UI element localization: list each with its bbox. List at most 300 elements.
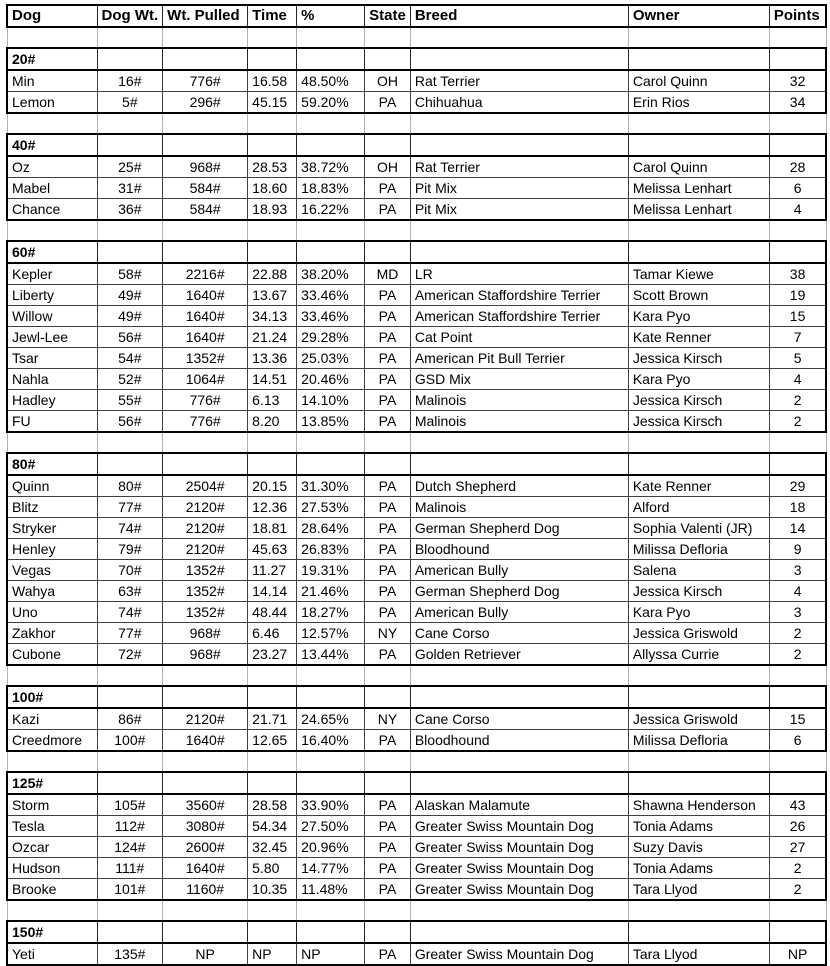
cell-wt-pulled: 1064# — [163, 369, 248, 390]
section-header-cell — [297, 686, 365, 708]
cell-dog-wt: 100# — [97, 730, 163, 752]
section-header-row-150 — [7, 921, 826, 943]
cell-points: 3 — [769, 602, 826, 623]
cell-dog: Willow — [7, 306, 97, 327]
weight-class-label: 100# — [7, 686, 97, 708]
section-header-cell — [365, 921, 411, 943]
spacer-cell — [410, 27, 628, 48]
cell-owner: Kara Pyo — [628, 306, 769, 327]
cell-owner: Tamar Kiewe — [628, 263, 769, 285]
cell-wt-pulled: 3080# — [163, 816, 248, 837]
table-row-fu — [7, 411, 826, 433]
weight-class-label: 40# — [7, 134, 97, 156]
cell-time: NP — [248, 943, 297, 965]
cell-dog: Lemon — [7, 92, 97, 114]
cell-time: 8.20 — [248, 411, 297, 433]
cell-owner: Tonia Adams — [628, 816, 769, 837]
cell-owner: Milissa Defloria — [628, 539, 769, 560]
table-row-quinn — [7, 475, 826, 497]
cell-dog: Min — [7, 70, 97, 92]
cell-blank: 18.27% — [297, 602, 365, 623]
cell-owner: Kara Pyo — [628, 369, 769, 390]
cell-owner: Sophia Valenti (JR) — [628, 518, 769, 539]
cell-owner: Tonia Adams — [628, 858, 769, 879]
cell-blank: 18.83% — [297, 178, 365, 199]
section-header-cell — [97, 686, 163, 708]
spacer-cell — [163, 751, 248, 772]
cell-dog-wt: 112# — [97, 816, 163, 837]
cell-time: 28.53 — [248, 156, 297, 178]
cell-points: 4 — [769, 199, 826, 221]
cell-dog-wt: 54# — [97, 348, 163, 369]
section-header-row-125 — [7, 772, 826, 794]
cell-dog: Henley — [7, 539, 97, 560]
cell-state: PA — [365, 475, 411, 497]
spacer-cell — [97, 432, 163, 453]
cell-state: PA — [365, 411, 411, 433]
cell-dog: Wahya — [7, 581, 97, 602]
cell-blank: 20.96% — [297, 837, 365, 858]
cell-points: 6 — [769, 178, 826, 199]
cell-dog-wt: 5# — [97, 92, 163, 114]
cell-time: 45.63 — [248, 539, 297, 560]
spacer-cell — [628, 113, 769, 134]
cell-points: 2 — [769, 623, 826, 644]
cell-dog-wt: 70# — [97, 560, 163, 581]
spacer-cell — [7, 751, 97, 772]
cell-time: 32.45 — [248, 837, 297, 858]
cell-dog-wt: 56# — [97, 327, 163, 348]
cell-blank: 48.50% — [297, 70, 365, 92]
spacer-cell — [769, 113, 826, 134]
spacer-cell — [365, 27, 411, 48]
cell-state: PA — [365, 602, 411, 623]
cell-dog-wt: 77# — [97, 497, 163, 518]
spacer-cell — [410, 900, 628, 921]
table-row-storm — [7, 794, 826, 816]
cell-breed: American Bully — [410, 602, 628, 623]
table-row-ozcar — [7, 837, 826, 858]
cell-time: 5.80 — [248, 858, 297, 879]
cell-blank: 11.48% — [297, 879, 365, 901]
section-header-cell — [97, 453, 163, 475]
spacer-cell — [365, 220, 411, 241]
spacer-cell — [248, 665, 297, 686]
section-header-cell — [628, 772, 769, 794]
section-header-cell — [365, 686, 411, 708]
table-row-blitz — [7, 497, 826, 518]
cell-breed: Greater Swiss Mountain Dog — [410, 837, 628, 858]
spacer-cell — [297, 751, 365, 772]
section-header-cell — [248, 241, 297, 263]
table-row-vegas — [7, 560, 826, 581]
cell-owner: Tara Llyod — [628, 943, 769, 965]
weight-class-label: 80# — [7, 453, 97, 475]
section-header-cell — [297, 453, 365, 475]
cell-time: 14.51 — [248, 369, 297, 390]
cell-blank: 16.22% — [297, 199, 365, 221]
spacer-cell — [7, 900, 97, 921]
spacer-cell — [97, 113, 163, 134]
cell-time: 48.44 — [248, 602, 297, 623]
table-body — [7, 27, 826, 965]
cell-blank: 21.46% — [297, 581, 365, 602]
cell-dog-wt: 111# — [97, 858, 163, 879]
cell-blank: 20.46% — [297, 369, 365, 390]
cell-dog: Brooke — [7, 879, 97, 901]
cell-dog: Nahla — [7, 369, 97, 390]
weight-class-label: 60# — [7, 241, 97, 263]
section-header-cell — [297, 921, 365, 943]
cell-state: NY — [365, 708, 411, 730]
cell-dog-wt: 124# — [97, 837, 163, 858]
cell-time: 28.58 — [248, 794, 297, 816]
cell-points: 34 — [769, 92, 826, 114]
cell-blank: 25.03% — [297, 348, 365, 369]
cell-wt-pulled: 1352# — [163, 581, 248, 602]
cell-time: 14.14 — [248, 581, 297, 602]
spacer-cell — [769, 665, 826, 686]
section-header-cell — [769, 686, 826, 708]
cell-state: PA — [365, 327, 411, 348]
weight-pull-results-table — [6, 4, 827, 966]
spacer-cell — [97, 751, 163, 772]
spacer-cell — [163, 27, 248, 48]
cell-state: PA — [365, 539, 411, 560]
cell-time: 16.58 — [248, 70, 297, 92]
cell-breed: Malinois — [410, 390, 628, 411]
cell-dog: Stryker — [7, 518, 97, 539]
cell-state: PA — [365, 369, 411, 390]
cell-blank: 13.85% — [297, 411, 365, 433]
cell-blank: 19.31% — [297, 560, 365, 581]
cell-owner: Kate Renner — [628, 327, 769, 348]
spacer-cell — [7, 27, 97, 48]
spacer-cell — [410, 751, 628, 772]
section-header-cell — [769, 48, 826, 70]
table-row-uno — [7, 602, 826, 623]
cell-time: 12.36 — [248, 497, 297, 518]
cell-owner: Carol Quinn — [628, 70, 769, 92]
cell-wt-pulled: 1640# — [163, 285, 248, 306]
table-row-nahla — [7, 369, 826, 390]
cell-blank: 29.28% — [297, 327, 365, 348]
cell-blank: NP — [297, 943, 365, 965]
cell-wt-pulled: 1352# — [163, 348, 248, 369]
cell-dog: Uno — [7, 602, 97, 623]
table-row-yeti — [7, 943, 826, 965]
cell-wt-pulled: 1640# — [163, 730, 248, 752]
table-header — [7, 5, 826, 27]
section-header-cell — [97, 134, 163, 156]
section-header-cell — [163, 241, 248, 263]
cell-breed: Golden Retriever — [410, 644, 628, 666]
section-header-cell — [410, 453, 628, 475]
spacer-cell — [248, 900, 297, 921]
cell-owner: Erin Rios — [628, 92, 769, 114]
spacer-cell — [248, 220, 297, 241]
cell-wt-pulled: 3560# — [163, 794, 248, 816]
spacer-cell — [97, 220, 163, 241]
cell-points: 4 — [769, 369, 826, 390]
cell-dog: Tesla — [7, 816, 97, 837]
cell-breed: Malinois — [410, 411, 628, 433]
section-header-row-100 — [7, 686, 826, 708]
cell-dog-wt: 79# — [97, 539, 163, 560]
cell-owner: Tara Llyod — [628, 879, 769, 901]
table-row-hudson — [7, 858, 826, 879]
section-header-cell — [628, 48, 769, 70]
spacer-cell — [97, 27, 163, 48]
spacer-cell — [410, 220, 628, 241]
cell-points: 18 — [769, 497, 826, 518]
cell-owner: Salena — [628, 560, 769, 581]
cell-time: 18.81 — [248, 518, 297, 539]
cell-dog: Oz — [7, 156, 97, 178]
spacer-cell — [97, 900, 163, 921]
cell-owner: Kate Renner — [628, 475, 769, 497]
table-row-mabel — [7, 178, 826, 199]
table-row-wahya — [7, 581, 826, 602]
cell-dog: Hadley — [7, 390, 97, 411]
cell-breed: Bloodhound — [410, 730, 628, 752]
section-header-cell — [297, 241, 365, 263]
cell-time: 45.15 — [248, 92, 297, 114]
cell-dog-wt: 36# — [97, 199, 163, 221]
cell-points: 32 — [769, 70, 826, 92]
column-header-breed: Breed — [410, 5, 628, 27]
cell-breed: Pit Mix — [410, 199, 628, 221]
cell-owner: Melissa Lenhart — [628, 178, 769, 199]
cell-time: 34.13 — [248, 306, 297, 327]
table-row-oz — [7, 156, 826, 178]
cell-points: 43 — [769, 794, 826, 816]
table-row-tesla — [7, 816, 826, 837]
cell-state: PA — [365, 306, 411, 327]
spacer-cell — [365, 751, 411, 772]
cell-dog-wt: 74# — [97, 602, 163, 623]
spacer-cell — [769, 900, 826, 921]
cell-state: PA — [365, 644, 411, 666]
cell-time: 18.60 — [248, 178, 297, 199]
spacer-cell — [769, 220, 826, 241]
weight-class-label: 150# — [7, 921, 97, 943]
cell-points: 2 — [769, 644, 826, 666]
cell-owner: Melissa Lenhart — [628, 199, 769, 221]
cell-breed: German Shepherd Dog — [410, 518, 628, 539]
cell-owner: Jessica Kirsch — [628, 581, 769, 602]
cell-dog: FU — [7, 411, 97, 433]
section-header-cell — [769, 772, 826, 794]
section-header-cell — [248, 686, 297, 708]
cell-state: OH — [365, 156, 411, 178]
cell-dog: Mabel — [7, 178, 97, 199]
spacer-cell — [7, 113, 97, 134]
cell-state: PA — [365, 879, 411, 901]
cell-points: 7 — [769, 327, 826, 348]
cell-owner: Jessica Griswold — [628, 623, 769, 644]
spacer-cell — [248, 751, 297, 772]
table-row-creedmore — [7, 730, 826, 752]
table-row-tsar — [7, 348, 826, 369]
cell-dog-wt: 25# — [97, 156, 163, 178]
section-header-cell — [628, 686, 769, 708]
cell-dog: Ozcar — [7, 837, 97, 858]
cell-points: 6 — [769, 730, 826, 752]
cell-dog-wt: 77# — [97, 623, 163, 644]
cell-state: NY — [365, 623, 411, 644]
cell-breed: German Shepherd Dog — [410, 581, 628, 602]
cell-breed: Greater Swiss Mountain Dog — [410, 858, 628, 879]
section-header-cell — [628, 241, 769, 263]
spacer-cell — [628, 665, 769, 686]
cell-blank: 13.44% — [297, 644, 365, 666]
section-header-row-80 — [7, 453, 826, 475]
cell-points: 26 — [769, 816, 826, 837]
cell-owner: Jessica Kirsch — [628, 348, 769, 369]
cell-owner: Suzy Davis — [628, 837, 769, 858]
cell-state: PA — [365, 518, 411, 539]
cell-wt-pulled: 968# — [163, 156, 248, 178]
section-header-row-40 — [7, 134, 826, 156]
cell-dog: Quinn — [7, 475, 97, 497]
cell-dog-wt: 135# — [97, 943, 163, 965]
cell-blank: 27.50% — [297, 816, 365, 837]
cell-dog: Cubone — [7, 644, 97, 666]
cell-owner: Kara Pyo — [628, 602, 769, 623]
section-header-cell — [248, 48, 297, 70]
cell-breed: Bloodhound — [410, 539, 628, 560]
section-header-cell — [628, 921, 769, 943]
cell-dog-wt: 74# — [97, 518, 163, 539]
cell-blank: 16.40% — [297, 730, 365, 752]
cell-points: 14 — [769, 518, 826, 539]
table-row-jewl-lee — [7, 327, 826, 348]
table-row-willow — [7, 306, 826, 327]
spacer-cell — [97, 665, 163, 686]
cell-breed: American Pit Bull Terrier — [410, 348, 628, 369]
spacer-cell — [163, 900, 248, 921]
column-header-points: Points — [769, 5, 826, 27]
section-header-cell — [163, 134, 248, 156]
section-header-cell — [97, 921, 163, 943]
cell-wt-pulled: NP — [163, 943, 248, 965]
spacer-cell — [769, 751, 826, 772]
cell-wt-pulled: 2504# — [163, 475, 248, 497]
table-row-zakhor — [7, 623, 826, 644]
spacer-row — [7, 665, 826, 686]
spacer-cell — [769, 432, 826, 453]
spacer-cell — [365, 900, 411, 921]
cell-wt-pulled: 2120# — [163, 539, 248, 560]
spacer-row — [7, 113, 826, 134]
cell-breed: Greater Swiss Mountain Dog — [410, 816, 628, 837]
cell-wt-pulled: 2216# — [163, 263, 248, 285]
table-row-stryker — [7, 518, 826, 539]
cell-blank: 33.46% — [297, 285, 365, 306]
spacer-cell — [410, 665, 628, 686]
cell-dog-wt: 16# — [97, 70, 163, 92]
section-header-cell — [297, 48, 365, 70]
cell-state: PA — [365, 794, 411, 816]
spacer-cell — [297, 900, 365, 921]
cell-breed: GSD Mix — [410, 369, 628, 390]
cell-owner: Carol Quinn — [628, 156, 769, 178]
cell-wt-pulled: 2120# — [163, 518, 248, 539]
table-row-liberty — [7, 285, 826, 306]
header-row — [7, 5, 826, 27]
cell-points: 19 — [769, 285, 826, 306]
cell-dog: Yeti — [7, 943, 97, 965]
cell-dog-wt: 31# — [97, 178, 163, 199]
cell-points: 27 — [769, 837, 826, 858]
section-header-cell — [410, 772, 628, 794]
section-header-cell — [769, 134, 826, 156]
section-header-cell — [248, 772, 297, 794]
section-header-cell — [769, 453, 826, 475]
spacer-cell — [248, 27, 297, 48]
cell-breed: Pit Mix — [410, 178, 628, 199]
cell-wt-pulled: 2120# — [163, 497, 248, 518]
spacer-cell — [163, 432, 248, 453]
spacer-row — [7, 432, 826, 453]
section-header-cell — [248, 921, 297, 943]
cell-dog: Chance — [7, 199, 97, 221]
cell-state: PA — [365, 581, 411, 602]
cell-owner: Scott Brown — [628, 285, 769, 306]
cell-time: 20.15 — [248, 475, 297, 497]
cell-wt-pulled: 2120# — [163, 708, 248, 730]
cell-state: PA — [365, 816, 411, 837]
spacer-cell — [297, 113, 365, 134]
section-header-cell — [410, 134, 628, 156]
column-header-state: State — [365, 5, 411, 27]
section-header-row-20 — [7, 48, 826, 70]
section-header-cell — [297, 134, 365, 156]
cell-points: 2 — [769, 879, 826, 901]
column-header-time: Time — [248, 5, 297, 27]
cell-dog: Vegas — [7, 560, 97, 581]
cell-wt-pulled: 296# — [163, 92, 248, 114]
cell-dog-wt: 86# — [97, 708, 163, 730]
cell-owner: Jessica Kirsch — [628, 390, 769, 411]
cell-time: 10.35 — [248, 879, 297, 901]
cell-breed: Cane Corso — [410, 623, 628, 644]
cell-dog: Jewl-Lee — [7, 327, 97, 348]
cell-dog-wt: 101# — [97, 879, 163, 901]
column-header-dog-wt: Dog Wt. — [97, 5, 163, 27]
cell-blank: 33.90% — [297, 794, 365, 816]
spacer-cell — [769, 27, 826, 48]
spacer-cell — [365, 665, 411, 686]
cell-dog-wt: 55# — [97, 390, 163, 411]
cell-state: OH — [365, 70, 411, 92]
cell-wt-pulled: 1640# — [163, 858, 248, 879]
cell-wt-pulled: 776# — [163, 70, 248, 92]
cell-points: 4 — [769, 581, 826, 602]
section-header-cell — [97, 772, 163, 794]
cell-points: 9 — [769, 539, 826, 560]
table-row-kepler — [7, 263, 826, 285]
cell-owner: Allyssa Currie — [628, 644, 769, 666]
cell-state: PA — [365, 92, 411, 114]
spacer-cell — [7, 665, 97, 686]
cell-state: PA — [365, 497, 411, 518]
section-header-cell — [769, 241, 826, 263]
spacer-cell — [163, 665, 248, 686]
cell-state: PA — [365, 348, 411, 369]
cell-dog: Storm — [7, 794, 97, 816]
